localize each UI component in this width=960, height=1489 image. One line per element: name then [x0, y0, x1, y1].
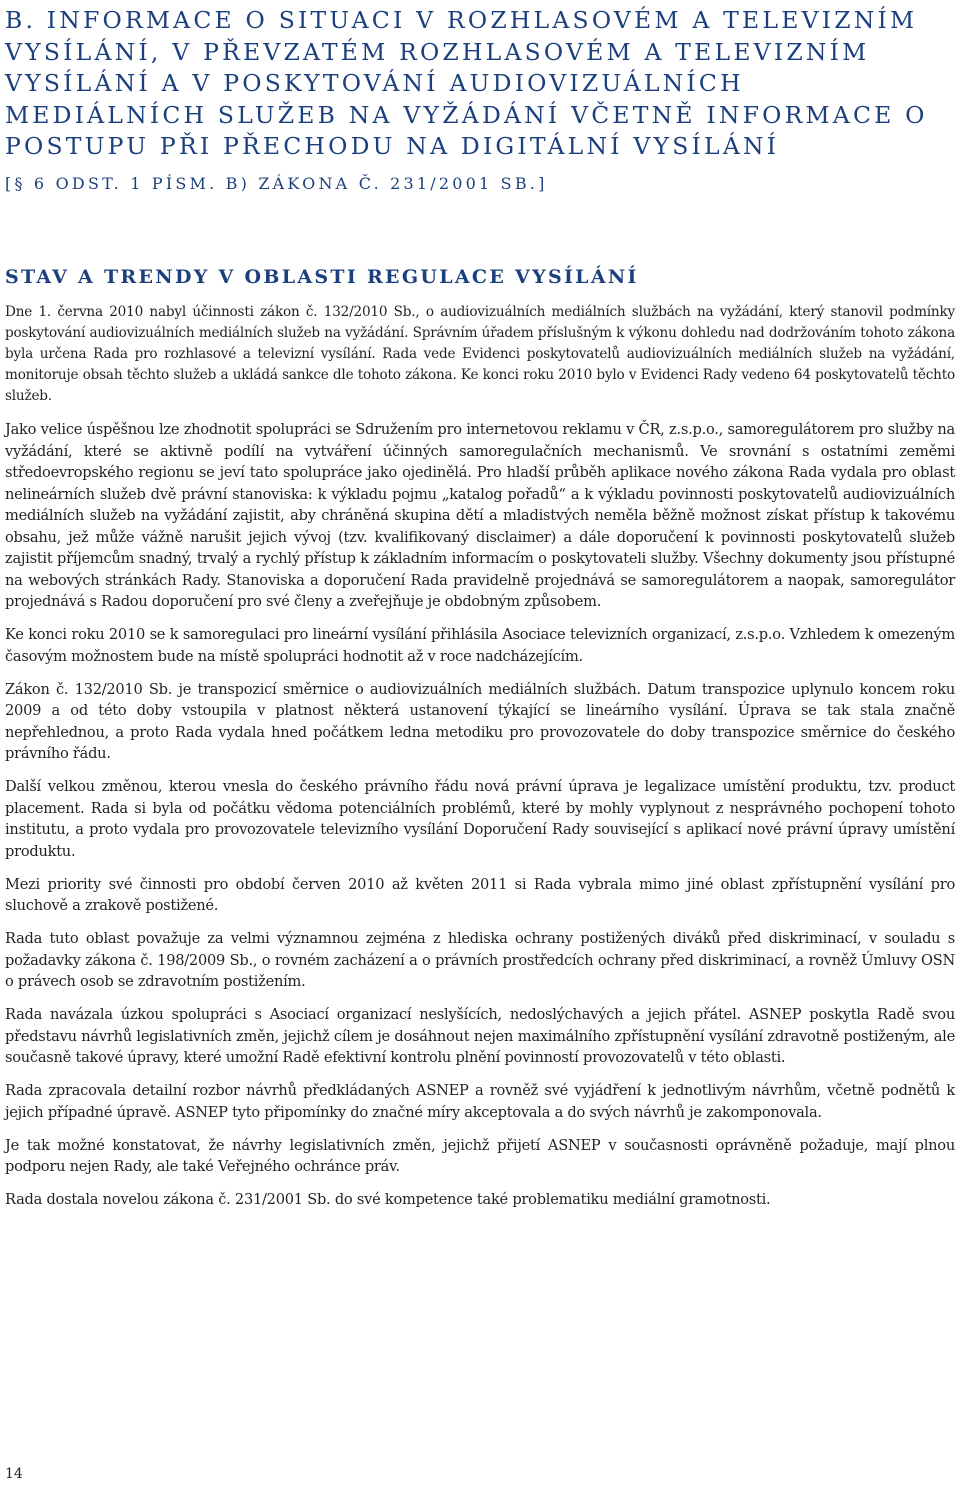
paragraph-asnep-cooperation: Rada navázala úzkou spolupráci s Asociací organizací neslyšících, nedoslýchavých a jejich přátel. ASNEP poskytla Radě svou představu návrhů legislativních změn, jejichž cílem je dosáhnout nejen maximálního zpřístupnění vysílání zdravotně postiženým, ale současně takové úpravy, které umožní Radě efektivní kontrolu plnění povinností provozovatelů v této oblasti.: [5, 1006, 955, 1067]
paragraph-support: Je tak možné konstatovat, že návrhy legislativních změn, jejichž přijetí ASNEP v současnosti oprávněně požaduje, mají plnou podporu nejen Rady, ale také Veřejného ochránce práv.: [5, 1136, 955, 1176]
paragraph-cooperation: Jako velice úspěšnou lze zhodnotit spolupráci se Sdružením pro internetovou reklamu v ČR, z.s.p.o., samoregulátorem pro služby na vyžádání, které se aktivně podílí na vytváření účinných samoregulačních mechanismů. Ve srovnání s ostatními zeměmi středoevropského regionu se jeví tato spolupráce jako ojedinělá. Pro hladší průběh aplikace nového zákona Rada vydala pro oblast nelineárních služeb dvě právní stanoviska: k výkladu pojmu „katalog pořadů“ a k výkladu povinnosti poskytovatelů audiovizuálních mediálních služeb na vyžádání zajistit, aby chráněná skupina dětí a mladistvých neměla běžně možnost získat přístup k takovému obsahu, jež může vážně narušit jejich vývoj (tzv. kvalifikovaný disclaimer) a dále doporučení k povinnosti poskytovatelů služeb zajistit příjemcům snadný, trvalý a rychlý přístup k základním informacím o poskytovateli služby. Všechny dokumenty jsou přístupné na webových stránkách Rady. Stanoviska a doporučení Rada pravidelně projednává se samoregulátorem a naopak, samoregulátor projednává s Radou doporučení pro své členy a zveřejňuje je obdobným způsobem.: [5, 421, 955, 611]
page-number: 14: [5, 1466, 23, 1482]
section-title: STAV A TRENDY V OBLASTI REGULACE VYSÍLÁNÍ: [5, 265, 639, 288]
document-page: [5, 0, 955, 1211]
paragraph-discrimination: Rada tuto oblast považuje za velmi významnou zejména z hlediska ochrany postižených diváků před diskriminací, v souladu s požadavky zákona č. 198/2009 Sb., o rovném zacházení a o právních prostředcích ochrany před diskriminací, a rovněž Úmluvy OSN o právech osob se zdravotním postižením.: [5, 930, 955, 991]
chapter-title: B. INFORMACE O SITUACI V ROZHLASOVÉM A TELEVIZNÍM VYSÍLÁNÍ, V PŘEVZATÉM ROZHLASOVÉM A TELEVIZNÍM VYSÍLÁNÍ A V POSKYTOVÁNÍ AUDIOVIZUÁLNÍCH MEDIÁLNÍCH SLUŽEB NA VYŽÁDÁNÍ VČETNĚ INFORMACE O POSTUPU PŘI PŘECHODU NA DIGITÁLNÍ VYSÍLÁNÍ: [5, 6, 928, 160]
intro-paragraph: Dne 1. června 2010 nabyl účinnosti zákon č. 132/2010 Sb., o audiovizuálních mediálních službách na vyžádání, který stanovil podmínky poskytování audiovizuálních mediálních služeb na vyžádání. Správním úřadem příslušným k výkonu dohledu nad dodržováním tohoto zákona byla určena Rada pro rozhlasové a televizní vysílání. Rada vede Evidenci poskytovatelů audiovizuálních mediálních služeb na vyžádání, monitoruje obsah těchto služeb a ukládá sankce dle tohoto zákona. Ke konci roku 2010 bylo v Evidenci Rady vedeno 64 poskytovatelů těchto služeb.: [5, 303, 955, 405]
paragraph-product-placement: Další velkou změnou, kterou vnesla do českého právního řádu nová právní úprava je legalizace umístění produktu, tzv. product placement. Rada si byla od počátku vědoma potenciálních problémů, které by mohly vyplynout z nesprávného pochopení tohoto institutu, a proto vydala pro provozovatele televizního vysílání Doporučení Rady související s aplikací nové právní úpravy umístění produktu.: [5, 778, 955, 860]
paragraph-asnep-analysis: Rada zpracovala detailní rozbor návrhů předkládaných ASNEP a rovněž své vyjádření k jednotlivým návrhům, včetně podnětů k jejich případné úpravě. ASNEP tyto připomínky do značné míry akceptovala a do svých návrhů je zakomponovala.: [5, 1082, 955, 1121]
legal-reference: [§ 6 ODST. 1 PÍSM. B) ZÁKONA Č. 231/2001 SB.]: [5, 173, 548, 193]
paragraph-transposition: Zákon č. 132/2010 Sb. je transpozicí směrnice o audiovizuálních mediálních službách. Datum transpozice uplynulo koncem roku 2009 a od této doby vstoupila v platnost některá ustanovení týkající se lineárního vysílání. Úprava se tak stala značně nepřehlednou, a proto Rada vydala hned počátkem ledna metodiku pro provozovatele do doby transpozice směrnice do českého právního řádu.: [5, 680, 955, 763]
paragraph-linear-selfregulation: Ke konci roku 2010 se k samoregulaci pro lineární vysílání přihlásila Asociace televizních organizací, z.s.p.o. Vzhledem k omezeným časovým možnostem bude na místě spolupráci hodnotit až v roce nadcházejícím.: [5, 626, 955, 665]
paragraph-priorities: Mezi priority své činnosti pro období červen 2010 až květen 2011 si Rada vybrala mimo jiné oblast zpřístupnění vysílání pro sluchově a zrakově postižené.: [5, 875, 955, 915]
paragraph-media-literacy: Rada dostala novelou zákona č. 231/2001 Sb. do své kompetence také problematiku mediální gramotnosti.: [5, 1191, 771, 1209]
